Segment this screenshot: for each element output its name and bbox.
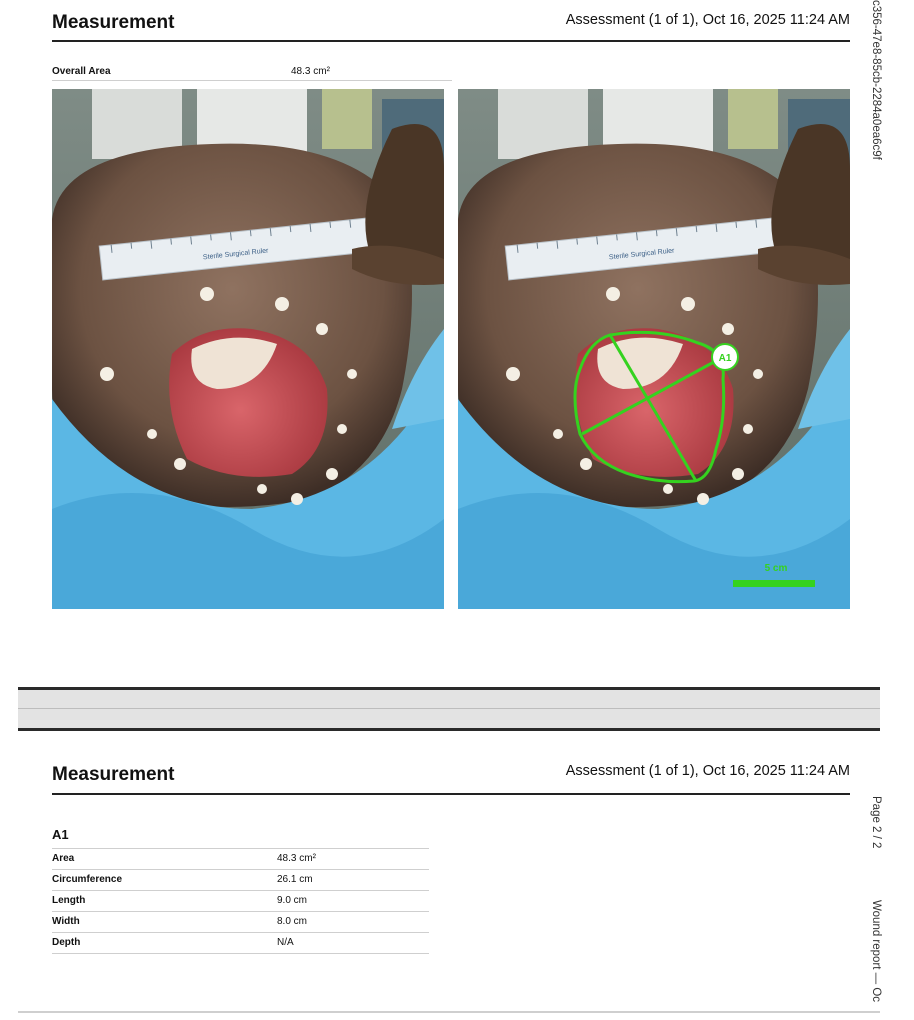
row-label: Depth [52, 937, 81, 948]
row-value: 9.0 cm [277, 895, 308, 906]
row-value: 8.0 cm [277, 916, 308, 927]
table-row [52, 891, 429, 912]
page-bottom-edge [18, 1011, 880, 1013]
assessment-info: Assessment (1 of 1), Oct 16, 2025 11:24 AM [565, 12, 850, 28]
row-value: 48.3 cm² [277, 853, 316, 864]
table-row [52, 849, 429, 870]
wound-photo-original [52, 89, 444, 609]
row-label: Width [52, 916, 80, 927]
row-label: Circumference [52, 874, 123, 885]
assessment-info: Assessment (1 of 1), Oct 16, 2025 11:24 AM [565, 763, 850, 779]
overall-area-label: Overall Area [52, 66, 111, 77]
table-row [52, 933, 429, 954]
overall-area-value: 48.3 cm² [291, 66, 330, 77]
page-title: Measurement [52, 12, 175, 33]
measurement-marker-label: A1 [718, 353, 732, 364]
wound-photo-annotated [458, 89, 850, 609]
side-document-id: c356-47e8-85cb-2284a0ea6c9f [870, 0, 882, 160]
scale-bar [733, 580, 815, 587]
page-separator-bottom-border [18, 728, 880, 731]
page-title: Measurement [52, 764, 175, 785]
header-divider [52, 40, 850, 42]
table-row [52, 870, 429, 891]
row-value: N/A [277, 937, 294, 948]
page-separator [18, 690, 880, 728]
page-separator-line [18, 708, 880, 709]
side-report-title: Wound report — Oc [870, 900, 882, 1003]
table-row [52, 912, 429, 933]
row-label: Length [52, 895, 86, 906]
measurement-title: A1 [52, 827, 69, 842]
row-label: Area [52, 853, 75, 864]
measurement-table [52, 848, 429, 954]
header-divider [52, 793, 850, 795]
scale-bar-label: 5 cm [764, 563, 788, 574]
side-page-number: Page 2 / 2 [870, 796, 882, 849]
overall-area-row [52, 64, 452, 81]
row-value: 26.1 cm [277, 874, 313, 885]
ruler-label: Sterile Surgical Ruler [202, 247, 269, 262]
ruler-label: Sterile Surgical Ruler [608, 247, 675, 262]
